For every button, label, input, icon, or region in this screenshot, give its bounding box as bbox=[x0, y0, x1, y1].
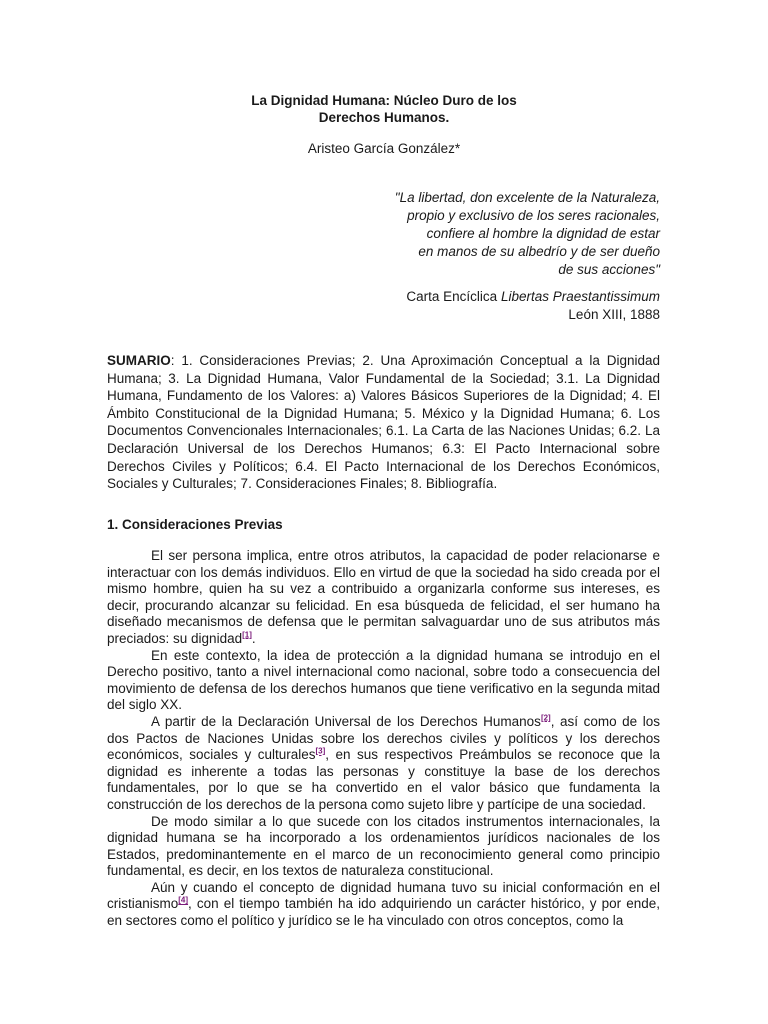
body-text bbox=[107, 548, 660, 930]
sumario-label: SUMARIO bbox=[107, 353, 171, 368]
source-line-1 bbox=[320, 288, 660, 306]
author-name: Aristeo García González* bbox=[307, 141, 461, 156]
source-prefix: Carta Encíclica bbox=[406, 289, 501, 304]
paragraph: De modo similar a lo que sucede con los citados instrumentos internacionales, la dignidad humana se ha incorporado a los ordenamientos jurídicos nacionales de los Estados, predominantemente en el marco de un reconocimiento general como principio fundamental, es decir, en los textos de naturaleza constitucional. bbox=[107, 813, 660, 879]
epigraph-line: en manos de su albedrío y de ser dueño bbox=[418, 244, 660, 259]
sumario-text: : 1. Consideraciones Previas; 2. Una Aproximación Conceptual a la Dignidad Humana; 3. La Dignidad Humana, Valor Fundamental de la Sociedad; 3.1. La Dignidad Humana, Fundamento de los Valores: a) Valores Básicos Superiores de la Dignidad; 4. El Ámbito Constitucional de la Dignidad Humana; 5. México y la Dignidad Humana; 6. Los Documentos Convencionales Internacionales; 6.1. La Carta de las Naciones Unidas; 6.2. La Declaración Universal de los Derechos Humanos; 6.3: El Pacto Internacional sobre Derechos Civiles y Políticos; 6.4. El Pacto Internacional de los Derechos Económicos, Sociales y Culturales; 7. Consideraciones Finales; 8. Bibliografía. bbox=[107, 353, 660, 492]
source-title: Libertas Praestantissimum bbox=[500, 289, 660, 304]
paragraph-text: . bbox=[251, 630, 256, 646]
paragraph bbox=[107, 548, 660, 648]
title-line-2: Derechos Humanos. bbox=[318, 110, 450, 125]
sumario-block bbox=[107, 352, 660, 493]
epigraph-source bbox=[320, 288, 660, 324]
epigraph-line: propio y exclusivo de los seres racionales, bbox=[407, 208, 660, 223]
paragraph-text: A partir de la Declaración Universal de los Derechos Humanos bbox=[151, 713, 541, 729]
paragraph: En este contexto, la idea de protección a la dignidad humana se introdujo en el Derecho positivo, tanto a nivel internacional como nacional, sobre todo a consecuencia del movimiento de defensa de los derechos humanos que tiene verificativo en la segunda mitad del siglo XX. bbox=[107, 647, 660, 713]
epigraph-line: confiere al hombre la dignidad de estar bbox=[426, 226, 660, 241]
paragraph-text: , con el tiempo también ha ido adquiriendo un carácter histórico, y por ende, en sectores como el político y jurídico se le ha vinculado con otros conceptos, como la bbox=[107, 896, 660, 929]
paragraph-text: , así como de los dos Pactos de Naciones Unidas sobre los derechos civiles y políticos y los derechos económicos, sociales y culturales bbox=[107, 713, 660, 763]
footnote-link[interactable]: [2] bbox=[540, 713, 551, 723]
title-line-1: La Dignidad Humana: Núcleo Duro de los bbox=[251, 93, 517, 108]
epigraph-line: de sus acciones" bbox=[558, 262, 660, 277]
epigraph-line: "La libertad, don excelente de la Naturaleza, bbox=[394, 190, 660, 205]
paragraph bbox=[107, 880, 660, 930]
paragraph bbox=[107, 714, 660, 814]
epigraph-quote bbox=[320, 189, 660, 279]
section-heading: 1. Consideraciones Previas bbox=[107, 517, 283, 532]
paragraph-text: Aún y cuando el concepto de dignidad humana tuvo su inicial conformación en el cristianismo bbox=[107, 879, 660, 912]
footnote-link[interactable]: [4] bbox=[178, 895, 189, 905]
paragraph-text: El ser persona implica, entre otros atributos, la capacidad de poder relacionarse e interactuar con los demás individuos. Ello en virtud de que la sociedad ha sido creada por el mismo hombre, quien ha su vez a contribuido a organizarla conforme sus intereses, es decir, procurando alcanzar su felicidad. En esa búsqueda de felicidad, el ser humano ha diseñado mecanismos de defensa que le permitan salvaguardar uno de sus atributos más preciados: su dignidad bbox=[107, 548, 660, 646]
paragraph-text: , en sus respectivos Preámbulos se reconoce que la dignidad es inherente a todas las personas y constituye la base de los derechos fundamentales, por lo que se ha convertido en el valor básico que fundamenta la construcción de los derechos de la persona como sujeto libre y partícipe de una sociedad. bbox=[107, 747, 661, 812]
document-title bbox=[0, 92, 768, 126]
source-line-2: León XIII, 1888 bbox=[568, 307, 660, 322]
footnote-link[interactable]: [1] bbox=[242, 630, 252, 640]
footnote-link[interactable]: [3] bbox=[315, 746, 326, 756]
